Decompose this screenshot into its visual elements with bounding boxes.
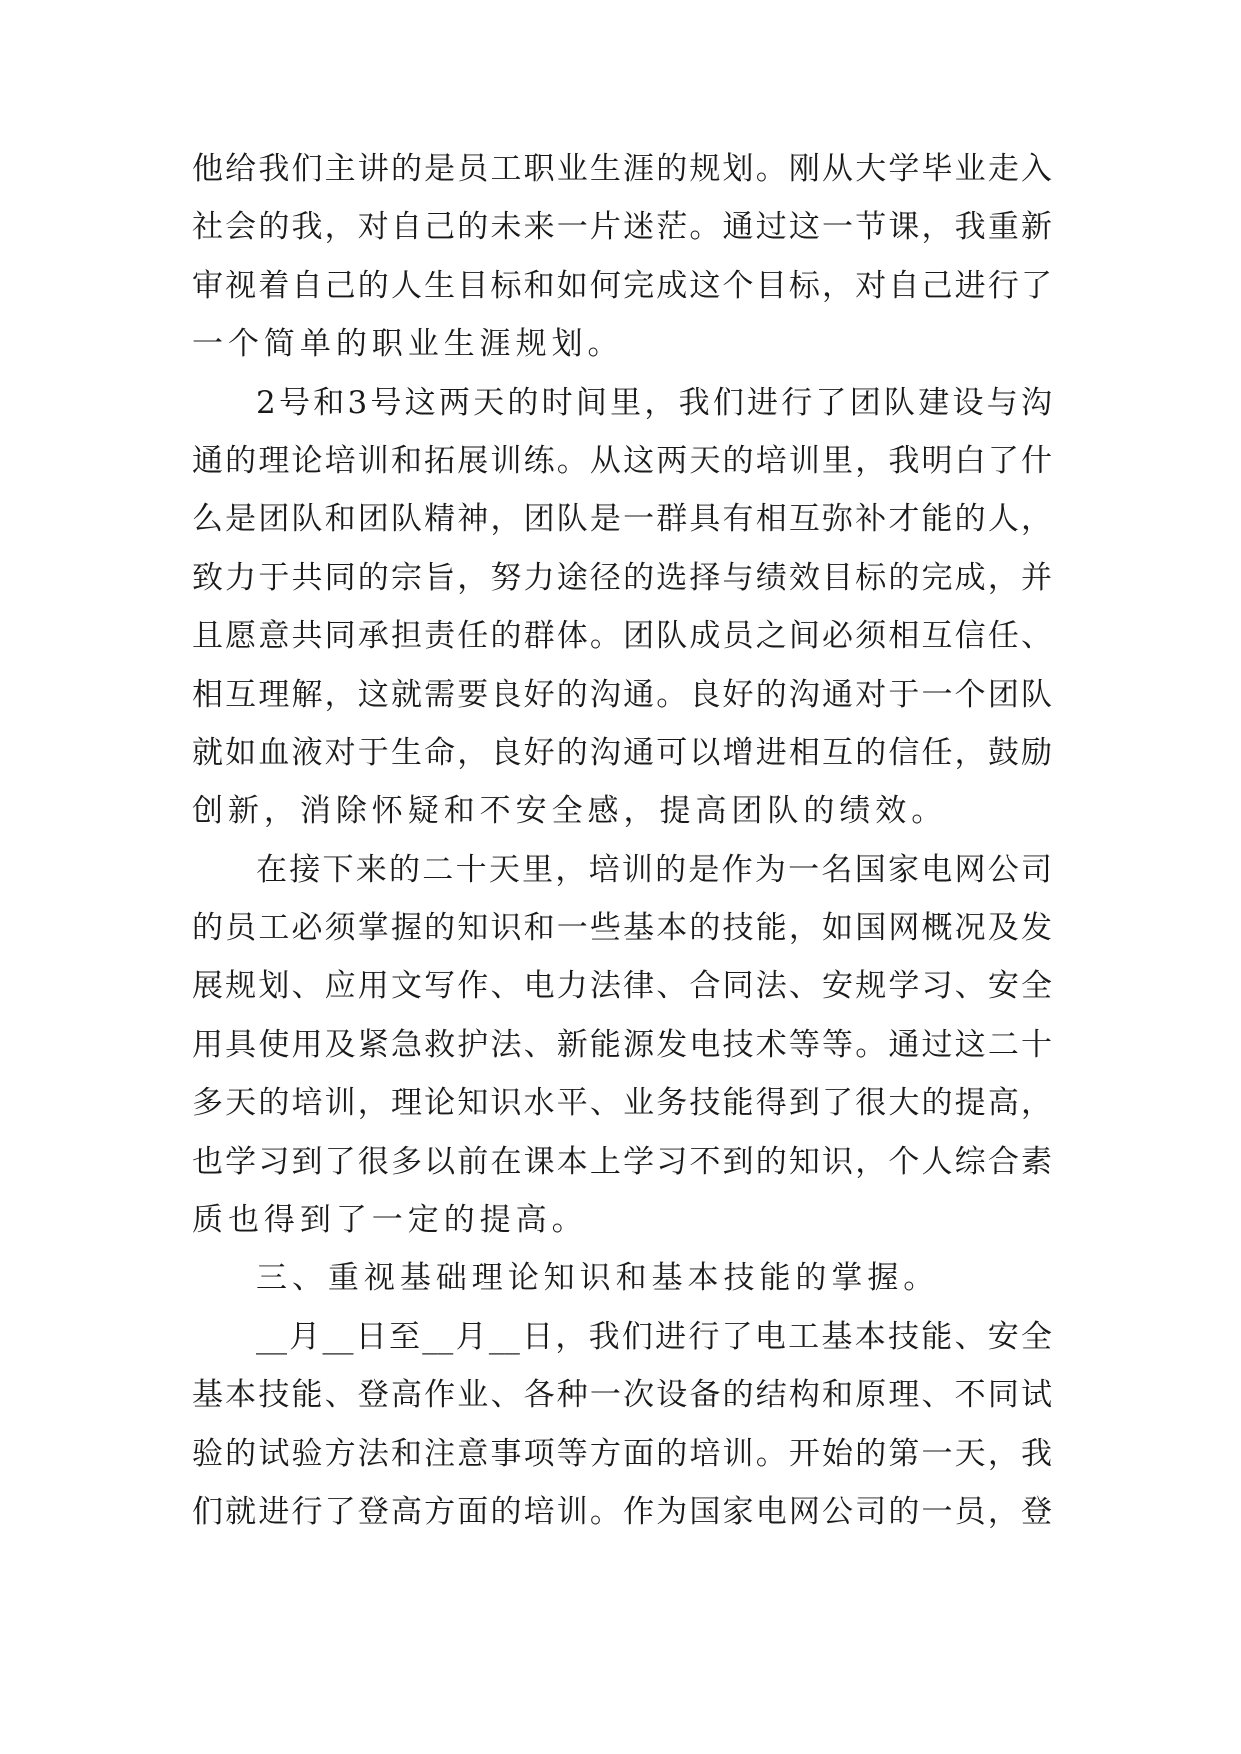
paragraph-3-line-3: 展规划、应用文写作、电力法律、合同法、安规学习、安全	[192, 968, 1052, 1005]
paragraph-1-line-4: 一个简单的职业生涯规划。	[192, 326, 624, 363]
paragraph-2-line-4: 致力于共同的宗旨，努力途径的选择与绩效目标的完成，并	[192, 559, 1052, 596]
paragraph-3-line-7: 质也得到了一定的提高。	[192, 1202, 588, 1239]
paragraph-2-line-3: 么是团队和团队精神，团队是一群具有相互弥补才能的人，	[192, 501, 1052, 538]
paragraph-5-line-1: __月__日至__月__日，我们进行了电工基本技能、安全	[256, 1318, 1052, 1355]
paragraph-1-line-3: 审视着自己的人生目标和如何完成这个目标，对自己进行了	[192, 267, 1052, 304]
body-text	[192, 140, 1052, 1541]
paragraph-2-line-1: 2号和3号这两天的时间里，我们进行了团队建设与沟	[256, 384, 1052, 421]
paragraph-3-line-1: 在接下来的二十天里，培训的是作为一名国家电网公司	[256, 851, 1052, 888]
paragraph-1-line-1: 他给我们主讲的是员工职业生涯的规划。刚从大学毕业走入	[192, 151, 1052, 187]
paragraph-3-line-6: 也学习到了很多以前在课本上学习不到的知识，个人综合素	[192, 1143, 1052, 1180]
paragraph-2-line-7: 就如血液对于生命，良好的沟通可以增进相互的信任，鼓励	[192, 734, 1052, 771]
paragraph-3-line-5: 多天的培训，理论知识水平、业务技能得到了很大的提高，	[192, 1085, 1052, 1122]
paragraph-2-line-6: 相互理解，这就需要良好的沟通。良好的沟通对于一个团队	[192, 676, 1052, 713]
paragraph-2-line-2: 通的理论培训和拓展训练。从这两天的培训里，我明白了什	[192, 442, 1052, 479]
paragraph-1-line-2: 社会的我，对自己的未来一片迷茫。通过这一节课，我重新	[192, 209, 1052, 246]
paragraph-3-line-4: 用具使用及紧急救护法、新能源发电技术等等。通过这二十	[192, 1026, 1052, 1063]
paragraph-5-line-4: 们就进行了登高方面的培训。作为国家电网公司的一员，登	[192, 1493, 1052, 1530]
paragraph-5-line-3: 验的试验方法和注意事项等方面的培训。开始的第一天，我	[192, 1435, 1052, 1472]
paragraph-5-line-2: 基本技能、登高作业、各种一次设备的结构和原理、不同试	[192, 1377, 1052, 1414]
section-heading: 三、重视基础理论知识和基本技能的掌握。	[256, 1260, 940, 1297]
paragraph-2-line-8: 创新，消除怀疑和不安全感，提高团队的绩效。	[192, 793, 948, 830]
paragraph-2-line-5: 且愿意共同承担责任的群体。团队成员之间必须相互信任、	[192, 618, 1052, 655]
paragraph-3-line-2: 的员工必须掌握的知识和一些基本的技能，如国网概况及发	[192, 910, 1052, 947]
